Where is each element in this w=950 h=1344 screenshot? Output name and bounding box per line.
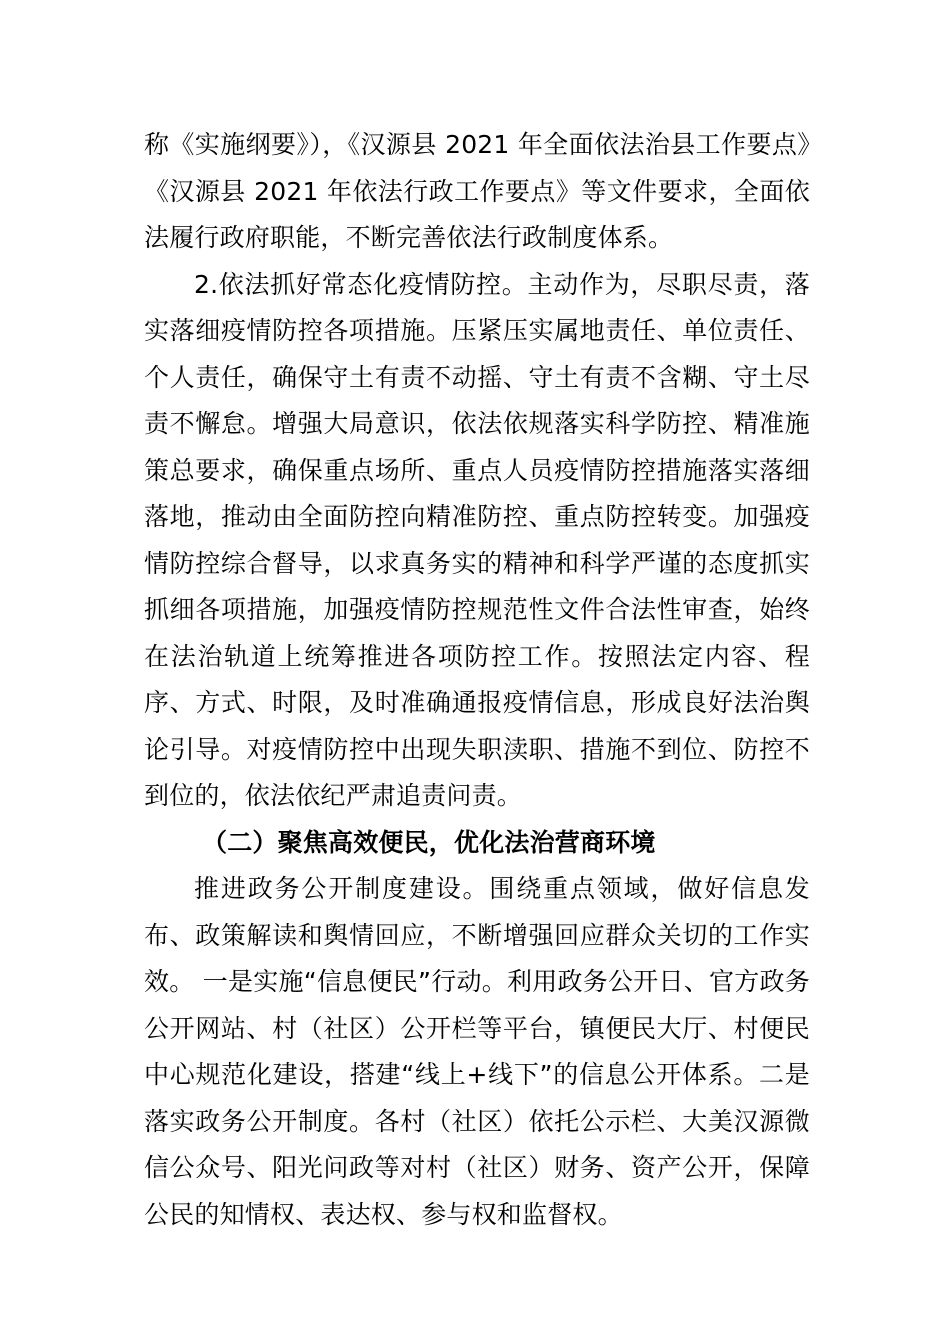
paragraph-epidemic-prevention: 2.依法抓好常态化疫情防控。主动作为，尽职尽责，落实落细疫情防控各项措施。压紧压实属地责任、单位责任、 个人责任，确保守土有责不动摇、守土有责不含糊、守土尽责不懈怠。增强大局意识，依法依规落实科学防控、精准施策总要求，确保重点场所、重点人员疫情防控措施落实落细落地，推动由全面防控向精准防控、重点防控转变。加强疫情防控综合督导，以求真务实的精神和科学严谨的态度抓实抓细各项措施，加强疫情防控规范性文件合法性审查，始终在法治轨道上统筹推进各项防控工作。按照法定内容、程序、方式、时限，及时准确通报疫情信息，形成良好法治舆论引导。对疫情防控中出现失职渎职、措施不到位、防控不到位的，依法依纪严肃追责问责。 — [144, 269, 810, 810]
section-heading: （二）聚焦高效便民，优化法治营商环境 — [202, 827, 656, 857]
paragraph-government-transparency: 推进政务公开制度建设。围绕重点领域，做好信息发布、政策解读和舆情回应，不断增强回应群众关切的工作实效。 一是实施“信息便民”行动。利用政务公开日、官方政务公开网站、村（社区）公开栏等平台，镇便民大厅、村便民中心规范化建设，搭建“线上+线下”的信息公开体系。二是落实政务公开制度。各村（社区）依托公示栏、大美汉源微信公众号、阳光问政等对村（社区）财务、资产公开，保障公民的知情权、表达权、参与权和监督权。 — [144, 874, 810, 1229]
paragraph-continuation: 称《实施纲要》），《汉源县 2021 年全面依法治县工作要点》《汉源县 2021 年依法行政工作要点》等文件要求，全面依法履行政府职能，不断完善依法行政制度体系。 — [144, 130, 810, 252]
document-body — [144, 122, 810, 1238]
